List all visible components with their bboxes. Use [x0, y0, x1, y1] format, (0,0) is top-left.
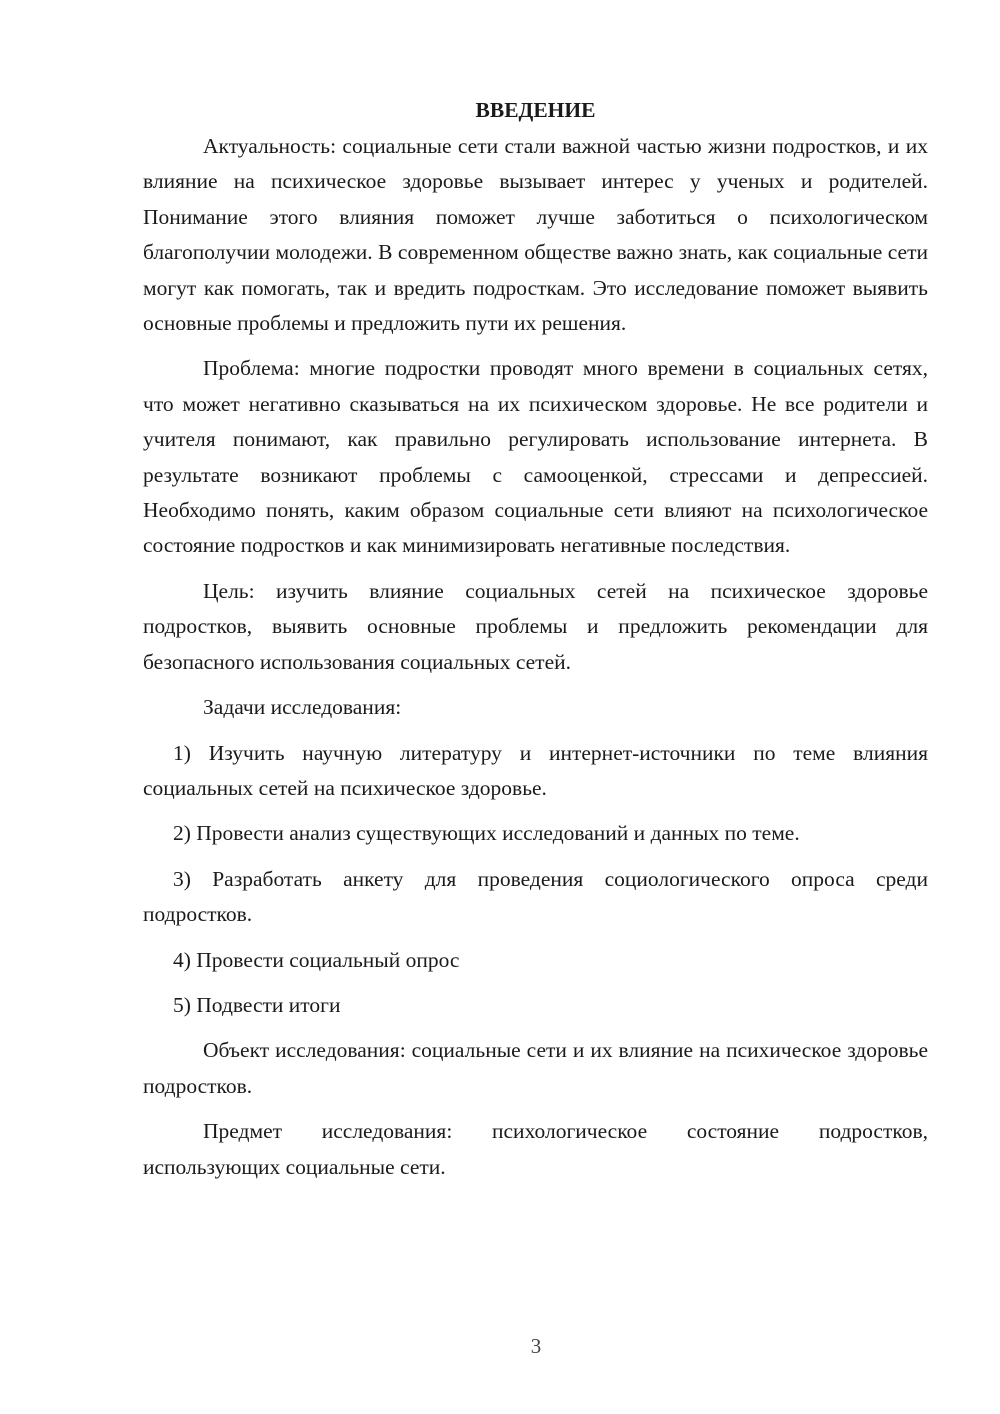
- tasks-heading: Задачи исследования:: [203, 695, 402, 720]
- page-number: 3: [530, 1334, 542, 1358]
- task-item: 4) Провести социальный опрос: [173, 947, 460, 972]
- paragraph-object: Объект исследования: социальные сети и их влияние на психическое здоровье подростков.: [143, 1038, 928, 1098]
- paragraph-goal: Цель: изучить влияние социальных сетей на психическое здоровье подростков, выявить основные проблемы и предложить рекомендации для безопасного использования социальных сетей.: [143, 578, 928, 674]
- task-item: 3) Разработать анкету для проведения социологического опроса среди подростков.: [143, 866, 928, 927]
- paragraph-problem: Проблема: многие подростки проводят много времени в социальных сетях, что может негативно сказываться на их психическом здоровье. Не все родители и учителя понимают, как правильно регулировать использование интернета. В результате возникают проблемы с самооценкой, стрессами и депрессией. Необходимо понять, каким образом социальные сети влияют на психологическое состояние подростков и как минимизировать негативные последствия.: [143, 356, 928, 558]
- task-item: 5) Подвести итоги: [173, 992, 341, 1017]
- page-title: ВВЕДЕНИЕ: [475, 98, 596, 122]
- paragraph-subject: Предмет исследования: психологическое состояние подростков, использующих социальные сети.: [143, 1119, 928, 1179]
- paragraph-relevance: Актуальность: социальные сети стали важной частью жизни подростков, и их влияние на психическое здоровье вызывает интерес у ученых и родителей. Понимание этого влияния поможет лучше заботиться о психологическом благополучии молодежи. В современном обществе важно знать, как социальные сети могут как помогать, так и вредить подросткам. Это исследование поможет выявить основные проблемы и предложить пути их решения.: [143, 134, 928, 336]
- task-item: 2) Провести анализ существующих исследований и данных по теме.: [173, 821, 800, 846]
- task-item: 1) Изучить научную литературу и интернет-источники по теме влияния социальных сетей на психическое здоровье.: [143, 740, 928, 800]
- document-page: [143, 95, 928, 1195]
